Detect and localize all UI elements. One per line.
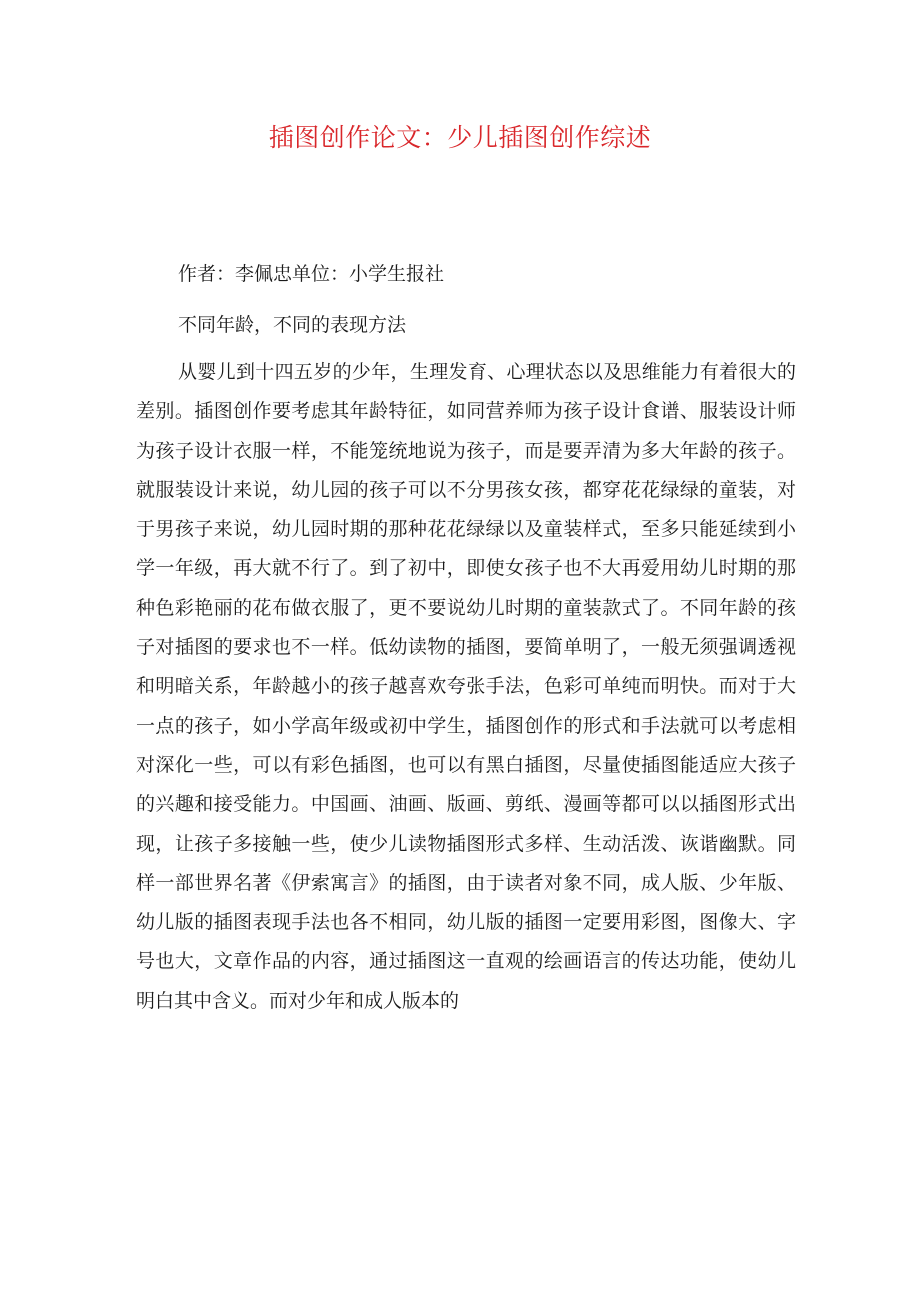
document-title: 插图创作论文：少儿插图创作综述 <box>268 123 652 152</box>
author-line: 作者：李佩忠单位：小学生报社 <box>178 263 445 285</box>
body-paragraph: 从婴儿到十四五岁的少年，生理发育、心理状态以及思维能力有着很大的差别。插图创作要考虑其年龄特征，如同营养师为孩子设计食谱、服装设计师为孩子设计衣服一样，不能笼统地说为孩子，而是要弄清为多大年龄的孩子。就服装设计来说，幼儿园的孩子可以不分男孩女孩，都穿花花绿绿的童装，对于男孩子来说，幼儿园时期的那种花花绿绿以及童装样式，至多只能延续到小学一年级，再大就不行了。到了初中，即使女孩子也不大再爱用幼儿时期的那种色彩艳丽的花布做衣服了，更不要说幼儿时期的童装款式了。不同年龄的孩子对插图的要求也不一样。低幼读物的插图，要简单明了，一般无须强调透视和明暗关系，年龄越小的孩子越喜欢夸张手法，色彩可单纯而明快。而对于大一点的孩子，如小学高年级或初中学生，插图创作的形式和手法就可以考虑相对深化一些，可以有彩色插图，也可以有黑白插图，尽量使插图能适应大孩子的兴趣和接受能力。中国画、油画、版画、剪纸、漫画等都可以以插图形式出现，让孩子多接触一些，使少儿读物插图形式多样、生动活泼、诙谐幽默。同样一部世界名著《伊索寓言》的插图，由于读者对象不同，成人版、少年版、幼儿版的插图表现手法也各不相同，幼儿版的插图一定要用彩图，图像大、字号也大，文章作品的内容，通过插图这一直观的绘画语言的传达功能，使幼儿明白其中含义。而对少年和成人版本的 <box>136 361 796 1012</box>
section-heading: 不同年龄，不同的表现方法 <box>178 314 407 336</box>
